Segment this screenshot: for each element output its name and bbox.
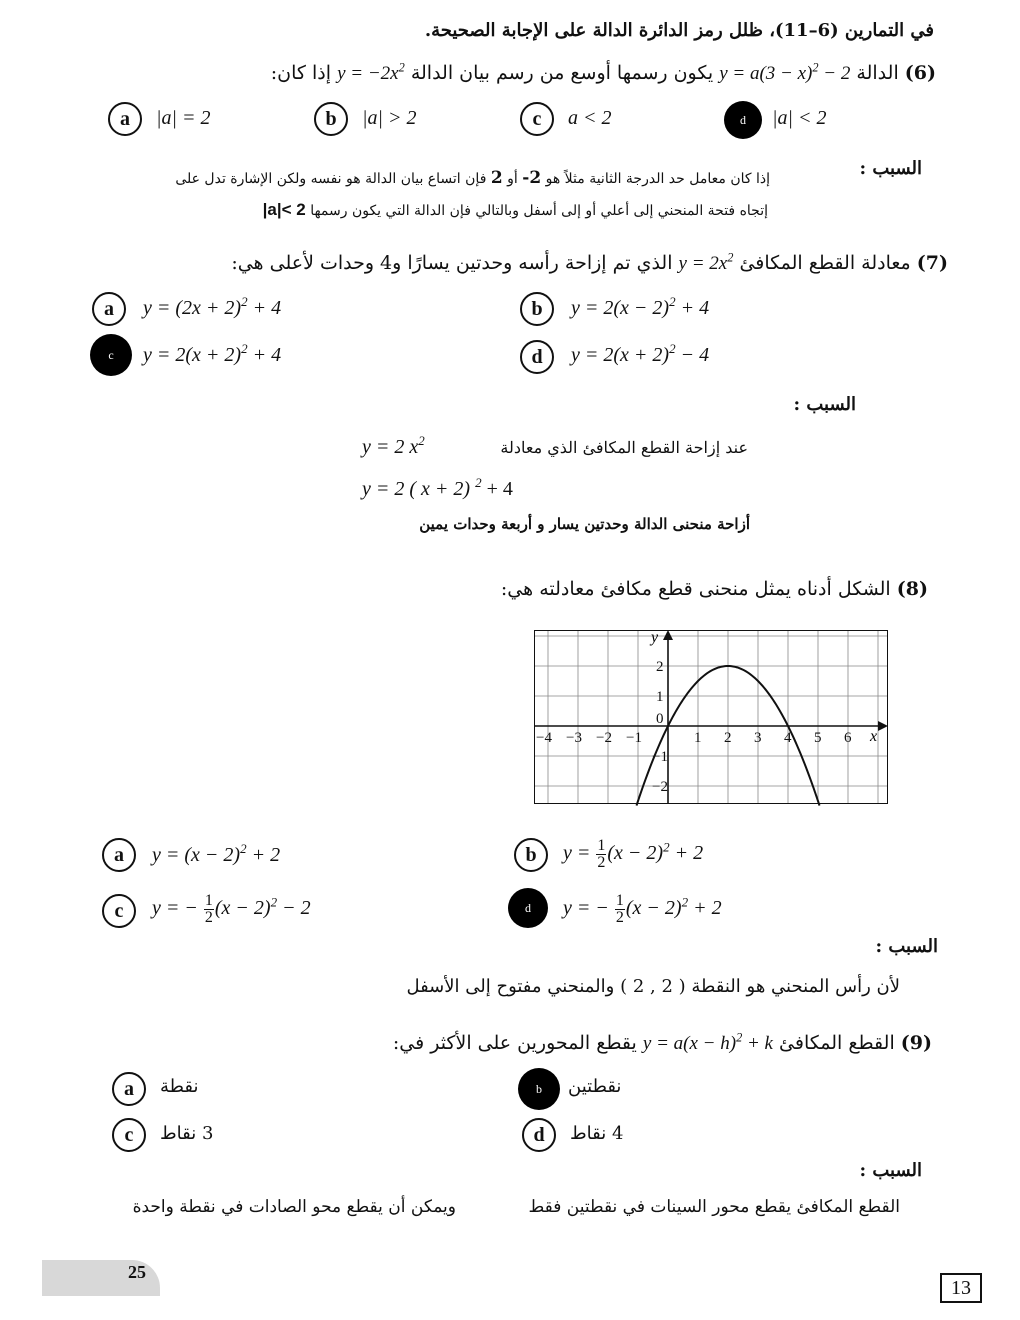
q7-text-after: الذي تم إزاحة رأسه وحدتين يسارًا و4 وحدات لأعلى هي: xyxy=(231,252,673,274)
q8-option-b-circle[interactable]: b xyxy=(514,838,548,872)
q8-option-c-text: y = − $\frac{1}{2}$ $(x - 2)^2 - 2$ xyxy=(152,892,311,926)
q7-option-c-circle-selected[interactable]: c xyxy=(90,334,132,376)
q6-reason-line2 xyxy=(263,200,768,220)
x-tick-label: −1 xyxy=(626,730,642,746)
q6-reason-or: أو xyxy=(507,171,518,187)
q6-option-c-circle[interactable]: c xyxy=(520,102,554,136)
q6-option-d-text: |a| < 2 xyxy=(772,107,827,129)
q9-option-a-circle[interactable]: a xyxy=(112,1072,146,1106)
q7-reason-line3: أزاحة منحنى الدالة وحدتين يسار و أربعة وحدات يمين xyxy=(419,515,750,533)
q9-reason-right: القطع المكافئ يقطع محور السينات في نقطتين فقط xyxy=(528,1197,900,1217)
q6-number: (6) xyxy=(904,62,936,84)
q9-text-after: يقطع المحورين على الأكثر في: xyxy=(392,1032,637,1054)
q6-reason-line1 xyxy=(175,168,770,188)
q8-reason-line: لأن رأس المنحني هو النقطة ( 2 , 2 ) والمنحني مفتوح إلى الأسفل xyxy=(406,976,900,997)
q8-number: (8) xyxy=(896,578,928,600)
q7-text-before: معادلة القطع المكافئ xyxy=(739,252,911,274)
page-number-box: 13 xyxy=(940,1273,982,1303)
q6-statement xyxy=(271,62,936,85)
q6-reason-text1b: فإن اتساع بيان الدالة هو نفسه ولكن الإشارة تدل على xyxy=(175,171,487,187)
q6-option-a-circle[interactable]: a xyxy=(108,102,142,136)
q9-text-before: القطع المكافئ xyxy=(779,1032,895,1054)
q6-option-b-text: |a| > 2 xyxy=(362,107,417,129)
q7-reason-line1: عند إزاحة القطع المكافئ الذي معادلة xyxy=(500,438,748,457)
q6-equation: $y = a(3 - x)^2 - 2$ xyxy=(719,60,851,84)
q7-option-a-text: $y = (2x + 2)^2 + 4$ xyxy=(143,294,282,319)
y-axis-label: y xyxy=(651,630,659,646)
q9-option-a-text: نقطة xyxy=(160,1076,199,1097)
q8-text: الشكل أدناه يمثل منحنى قطع مكافئ معادلته هي: xyxy=(500,578,891,600)
q8-option-d-text: y = − $\frac{1}{2}$ $(x - 2)^2 + 2$ xyxy=(563,892,722,926)
x-tick-label: 3 xyxy=(754,730,762,746)
instructions: في التمارين (6–11)، ظلل رمز الدائرة الدالة على الإجابة الصحيحة. xyxy=(424,20,934,41)
q9-option-c-circle[interactable]: c xyxy=(112,1118,146,1152)
q7-option-b-text: $y = 2(x - 2)^2 + 4$ xyxy=(571,294,710,319)
q6-reason-text1: إذا كان معامل حد الدرجة الثانية مثلاً هو xyxy=(545,171,770,187)
q6-option-b-circle[interactable]: b xyxy=(314,102,348,136)
q7-reason-eq1: y = 2 $x^2$ xyxy=(362,433,425,458)
q7-reason-eq2: y = 2 ( x + 2) $^2$ + 4 xyxy=(362,475,513,500)
q8-option-c-circle[interactable]: c xyxy=(102,894,136,928)
x-tick-label: 5 xyxy=(814,730,822,746)
q6-text-before: الدالة xyxy=(856,62,899,84)
x-tick-label: −4 xyxy=(536,730,552,746)
q9-statement xyxy=(393,1032,932,1055)
x-tick-label: −2 xyxy=(596,730,612,746)
y-tick-label: 2 xyxy=(656,659,664,675)
book-page-number: 25 xyxy=(128,1262,146,1282)
q6-equation-ref: $y = -2x^2$ xyxy=(337,60,405,84)
q7-statement xyxy=(231,252,948,275)
q9-number: (9) xyxy=(900,1032,932,1054)
q9-option-d-circle[interactable]: d xyxy=(522,1118,556,1152)
q8-reason-label: السبب : xyxy=(875,936,938,957)
q9-reason-left: ويمكن أن يقطع محو الصادات في نقطة واحدة xyxy=(132,1197,456,1217)
q6-reason-text2: إتجاه فتحة المنحني إلى أعلي أو إلى أسفل وبالتالي فإن الدالة التي يكون رسمها xyxy=(310,203,768,219)
y-tick-label: −1 xyxy=(652,749,668,765)
q7-number: (7) xyxy=(916,252,948,274)
q7-option-d-text: $y = 2(x + 2)^2 - 4$ xyxy=(571,341,710,366)
q6-option-d-circle-selected[interactable]: d xyxy=(724,101,762,139)
y-tick-label: −2 xyxy=(652,779,668,795)
x-tick-label: −3 xyxy=(566,730,582,746)
q6-reason-val2: 2 xyxy=(490,168,503,188)
q9-option-b-circle-selected[interactable]: b xyxy=(518,1068,560,1110)
q8-option-d-circle-selected[interactable]: d xyxy=(508,888,548,928)
q6-option-c-text: a < 2 xyxy=(568,107,612,129)
q6-reason-label: السبب : xyxy=(859,158,922,179)
q6-reason-val1: 2- xyxy=(522,168,542,188)
q8-option-a-circle[interactable]: a xyxy=(102,838,136,872)
q8-option-a-text: $y = (x - 2)^2 + 2$ xyxy=(152,841,281,866)
graph-frame xyxy=(535,631,888,804)
q9-reason-label: السبب : xyxy=(859,1160,922,1181)
q6-text-middle: يكون رسمها أوسع من رسم بيان الدالة xyxy=(410,62,714,84)
q9-equation: $y = a(x - h)^2 + k$ xyxy=(642,1030,773,1054)
q9-option-c-text: 3 نقاط xyxy=(160,1123,214,1144)
q7-option-c-text: $y = 2(x + 2)^2 + 4$ xyxy=(143,341,282,366)
x-tick-label: 2 xyxy=(724,730,732,746)
x-tick-label: 1 xyxy=(694,730,702,746)
q6-option-a-text: |a| = 2 xyxy=(156,107,211,129)
q7-equation: $y = 2x^2$ xyxy=(678,250,734,274)
x-tick-label: 6 xyxy=(844,730,852,746)
q7-reason-label: السبب : xyxy=(793,394,856,415)
y-tick-label: 0 xyxy=(656,711,664,727)
x-axis-label: x xyxy=(870,728,878,745)
q8-statement xyxy=(501,578,928,600)
q6-reason-result: |a|< 2 xyxy=(262,200,306,219)
x-tick-label: 4 xyxy=(784,730,792,746)
q9-option-b-text: نقطتين xyxy=(568,1076,622,1097)
q6-text-after: إذا كان: xyxy=(270,62,332,84)
q8-parabola-graph xyxy=(534,630,890,806)
q8-option-b-text: y = $\frac{1}{2}$ $(x - 2)^2 + 2$ xyxy=(563,837,704,871)
q7-option-a-circle[interactable]: a xyxy=(92,292,126,326)
y-tick-label: 1 xyxy=(656,689,664,705)
q9-option-d-text: 4 نقاط xyxy=(570,1123,624,1144)
q7-option-d-circle[interactable]: d xyxy=(520,340,554,374)
q7-option-b-circle[interactable]: b xyxy=(520,292,554,326)
